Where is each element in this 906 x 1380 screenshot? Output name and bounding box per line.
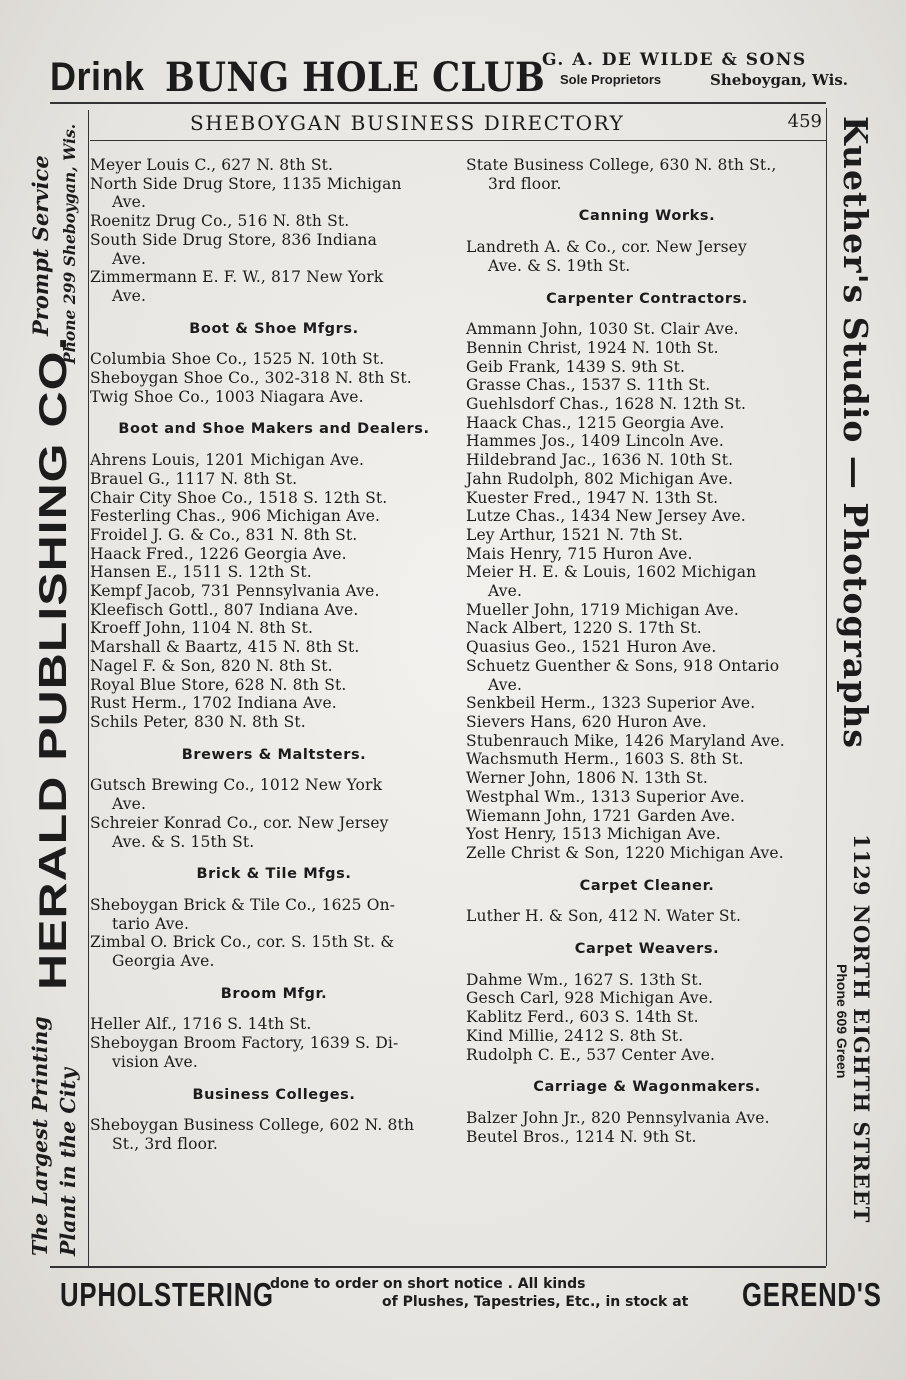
section-heading: Business Colleges.: [192, 1086, 356, 1103]
section-heading: Boot and Shoe Makers and Dealers.: [118, 421, 430, 438]
directory-entry-continuation: vision Ave.: [112, 1052, 198, 1071]
directory-entry: Hildebrand Jac., 1636 N. 10th St.: [466, 451, 734, 470]
directory-entry: Haack Chas., 1215 Georgia Ave.: [466, 413, 725, 432]
directory-entry-continuation: tario Ave.: [112, 914, 190, 933]
directory-entry: Schuetz Guenther & Sons, 918 Ontario: [466, 656, 780, 675]
directory-entry: Schreier Konrad Co., cor. New Jersey: [90, 813, 389, 832]
directory-entry: Rust Herm., 1702 Indiana Ave.: [90, 694, 337, 713]
directory-entry: Bennin Christ, 1924 N. 10th St.: [466, 338, 719, 357]
directory-entry: Brauel G., 1117 N. 8th St.: [90, 469, 298, 488]
directory-entry: Westphal Wm., 1313 Superior Ave.: [466, 787, 745, 806]
directory-entry: Sievers Hans, 620 Huron Ave.: [466, 712, 707, 731]
directory-entry: Lutze Chas., 1434 New Jersey Ave.: [466, 507, 746, 526]
directory-entry: Chair City Shoe Co., 1518 S. 12th St.: [90, 488, 388, 507]
directory-entry: Meyer Louis C., 627 N. 8th St.: [90, 156, 334, 174]
header-rule: [90, 140, 826, 141]
directory-entry: Columbia Shoe Co., 1525 N. 10th St.: [90, 350, 385, 369]
directory-entry: Jahn Rudolph, 802 Michigan Ave.: [466, 469, 734, 488]
directory-entry: Beutel Bros., 1214 N. 9th St.: [466, 1127, 697, 1146]
directory-entry: Sheboygan Brick & Tile Co., 1625 On-: [90, 895, 396, 914]
ad-largest-printing: The Largest Printing: [28, 1016, 52, 1256]
ad-upholstering: UPHOLSTERING: [60, 1276, 274, 1313]
ad-company-name: G. A. DE WILDE & SONS: [542, 50, 807, 70]
ad-upholstering-line1: done to order on short notice . All kinds: [270, 1276, 586, 1292]
running-header: [92, 108, 822, 138]
directory-entry: Marshall & Baartz, 415 N. 8th St.: [90, 638, 360, 657]
directory-entry-continuation: Ave. & S. 19th St.: [488, 256, 631, 275]
section-heading: Carriage & Wagonmakers.: [533, 1079, 761, 1096]
ad-studio-street: 1129 NORTH EIGHTH STREET: [849, 834, 874, 1224]
bottom-advertisement: [60, 1272, 882, 1322]
directory-entry: Ley Arthur, 1521 N. 7th St.: [466, 525, 684, 544]
left-frame-line: [88, 110, 89, 1266]
directory-entry: Grasse Chas., 1537 S. 11th St.: [466, 376, 711, 395]
directory-entry: Mueller John, 1719 Michigan Ave.: [466, 600, 739, 619]
directory-entry-continuation: 3rd floor.: [488, 174, 562, 193]
directory-entry: Zelle Christ & Son, 1220 Michigan Ave.: [466, 843, 784, 862]
directory-entry: Guehlsdorf Chas., 1628 N. 12th St.: [466, 395, 747, 414]
directory-entry: Geib Frank, 1439 S. 9th St.: [466, 357, 686, 376]
section-heading: Boot & Shoe Mfgrs.: [189, 320, 359, 337]
section-heading: Carpenter Contractors.: [546, 290, 748, 307]
directory-entry: Rudolph C. E., 537 Center Ave.: [466, 1045, 716, 1064]
directory-entry: Heller Alf., 1716 S. 14th St.: [90, 1015, 312, 1034]
directory-entry-continuation: Ave.: [488, 582, 523, 601]
right-column: [466, 156, 828, 1146]
directory-entry: Gutsch Brewing Co., 1012 New York: [90, 776, 383, 795]
ad-prompt-service: Prompt Service: [28, 155, 53, 336]
directory-entry: Roenitz Drug Co., 516 N. 8th St.: [90, 212, 350, 231]
directory-entry: Kempf Jacob, 731 Pennsylvania Ave.: [90, 582, 380, 601]
directory-entry: Royal Blue Store, 628 N. 8th St.: [90, 675, 347, 694]
directory-entry: Ammann John, 1030 St. Clair Ave.: [466, 320, 739, 339]
directory-entry: Festerling Chas., 906 Michigan Ave.: [90, 507, 381, 526]
directory-entry: Kroeff John, 1104 N. 8th St.: [90, 619, 314, 638]
ad-upholstering-line2: of Plushes, Tapestries, Etc., in stock at: [382, 1294, 689, 1310]
directory-entry: State Business College, 630 N. 8th St.,: [466, 156, 777, 174]
directory-entry: Wachsmuth Herm., 1603 S. 8th St.: [466, 750, 744, 769]
ad-city: Sheboygan, Wis.: [710, 71, 848, 89]
ad-drink-text: Drink: [50, 53, 145, 99]
directory-entry: Werner John, 1806 N. 13th St.: [466, 769, 708, 788]
ad-studio-phone: Phone 609 Green: [834, 964, 850, 1079]
directory-entry: Yost Henry, 1513 Michigan Ave.: [466, 825, 721, 844]
directory-entry: Balzer John Jr., 820 Pennsylvania Ave.: [466, 1108, 770, 1127]
directory-entry: Luther H. & Son, 412 N. Water St.: [466, 907, 742, 926]
directory-entry: Froidel J. G. & Co., 831 N. 8th St.: [90, 525, 358, 544]
directory-entry: Kablitz Ferd., 603 S. 14th St.: [466, 1008, 699, 1027]
section-heading: Broom Mfgr.: [220, 985, 328, 1002]
ad-phone-city: Phone 299 Sheboygan, Wis.: [60, 123, 79, 364]
directory-entry: Gesch Carl, 928 Michigan Ave.: [466, 989, 714, 1008]
directory-entry: Zimmermann E. F. W., 817 New York: [90, 268, 384, 287]
section-heading: Carpet Cleaner.: [579, 877, 715, 894]
directory-entry: Haack Fred., 1226 Georgia Ave.: [90, 544, 347, 563]
left-column: [90, 156, 458, 1154]
top-rule: [50, 102, 826, 104]
page-number: 459: [787, 111, 822, 132]
top-advertisement: [50, 48, 850, 101]
directory-entry: Landreth A. & Co., cor. New Jersey: [466, 238, 747, 257]
directory-entry: South Side Drug Store, 836 Indiana: [90, 230, 378, 249]
directory-entry: Dahme Wm., 1627 S. 13th St.: [466, 970, 703, 989]
directory-entry: North Side Drug Store, 1135 Michigan: [90, 174, 402, 193]
section-heading: Canning Works.: [578, 208, 716, 225]
ad-kuethers-studio: Kuether's Studio — Photographs: [836, 116, 875, 749]
directory-entry-continuation: Georgia Ave.: [112, 952, 215, 971]
directory-entry: Hammes Jos., 1409 Lincoln Ave.: [466, 432, 724, 451]
directory-entry: Sheboygan Broom Factory, 1639 S. Di-: [90, 1034, 399, 1053]
directory-entry: Hansen E., 1511 S. 12th St.: [90, 563, 312, 582]
ad-plant-city: Plant in the City: [56, 1068, 80, 1256]
directory-entry-continuation: Ave.: [112, 286, 147, 305]
ad-sole-proprietors: Sole Proprietors: [560, 72, 662, 87]
ad-gerends: GEREND'S: [742, 1276, 882, 1313]
directory-entry: Nagel F. & Son, 820 N. 8th St.: [90, 656, 333, 675]
directory-entry: Nack Albert, 1220 S. 17th St.: [466, 619, 702, 638]
directory-entry: Twig Shoe Co., 1003 Niagara Ave.: [90, 387, 364, 406]
directory-entry: Wiemann John, 1721 Garden Ave.: [466, 806, 736, 825]
ad-herald-publishing: HERALD PUBLISHING CO.: [30, 335, 75, 990]
ad-brand-name: BUNG HOLE CLUB: [165, 54, 546, 101]
directory-entry-continuation: Ave.: [112, 193, 147, 212]
section-heading: Carpet Weavers.: [574, 941, 720, 958]
section-heading: Brick & Tile Mfgs.: [196, 866, 352, 883]
directory-entry-continuation: Ave. & S. 15th St.: [112, 832, 255, 851]
directory-entry: Kuester Fred., 1947 N. 13th St.: [466, 488, 719, 507]
directory-entry: Ahrens Louis, 1201 Michigan Ave.: [90, 451, 365, 470]
directory-entry-continuation: Ave.: [112, 249, 147, 268]
bottom-rule: [50, 1266, 826, 1268]
directory-entry: Meier H. E. & Louis, 1602 Michigan: [466, 563, 757, 582]
directory-entry: Sheboygan Business College, 602 N. 8th: [90, 1116, 415, 1135]
directory-entry: Mais Henry, 715 Huron Ave.: [466, 544, 693, 563]
directory-entry: Kind Millie, 2412 S. 8th St.: [466, 1026, 684, 1045]
directory-entry: Kleefisch Gottl., 807 Indiana Ave.: [90, 600, 359, 619]
directory-entry-continuation: Ave.: [112, 795, 147, 814]
section-heading: Brewers & Maltsters.: [181, 746, 367, 763]
directory-entry: Schils Peter, 830 N. 8th St.: [90, 712, 306, 731]
directory-entry: Sheboygan Shoe Co., 302-318 N. 8th St.: [90, 369, 412, 388]
directory-entry: Zimbal O. Brick Co., cor. S. 15th St. &: [90, 933, 395, 952]
directory-entry: Quasius Geo., 1521 Huron Ave.: [466, 638, 717, 657]
directory-entry-continuation: St., 3rd floor.: [112, 1134, 218, 1153]
directory-entry-continuation: Ave.: [488, 675, 523, 694]
directory-entry: Senkbeil Herm., 1323 Superior Ave.: [466, 694, 756, 713]
page-title: SHEBOYGAN BUSINESS DIRECTORY: [190, 111, 625, 135]
directory-entry: Stubenrauch Mike, 1426 Maryland Ave.: [466, 731, 785, 750]
